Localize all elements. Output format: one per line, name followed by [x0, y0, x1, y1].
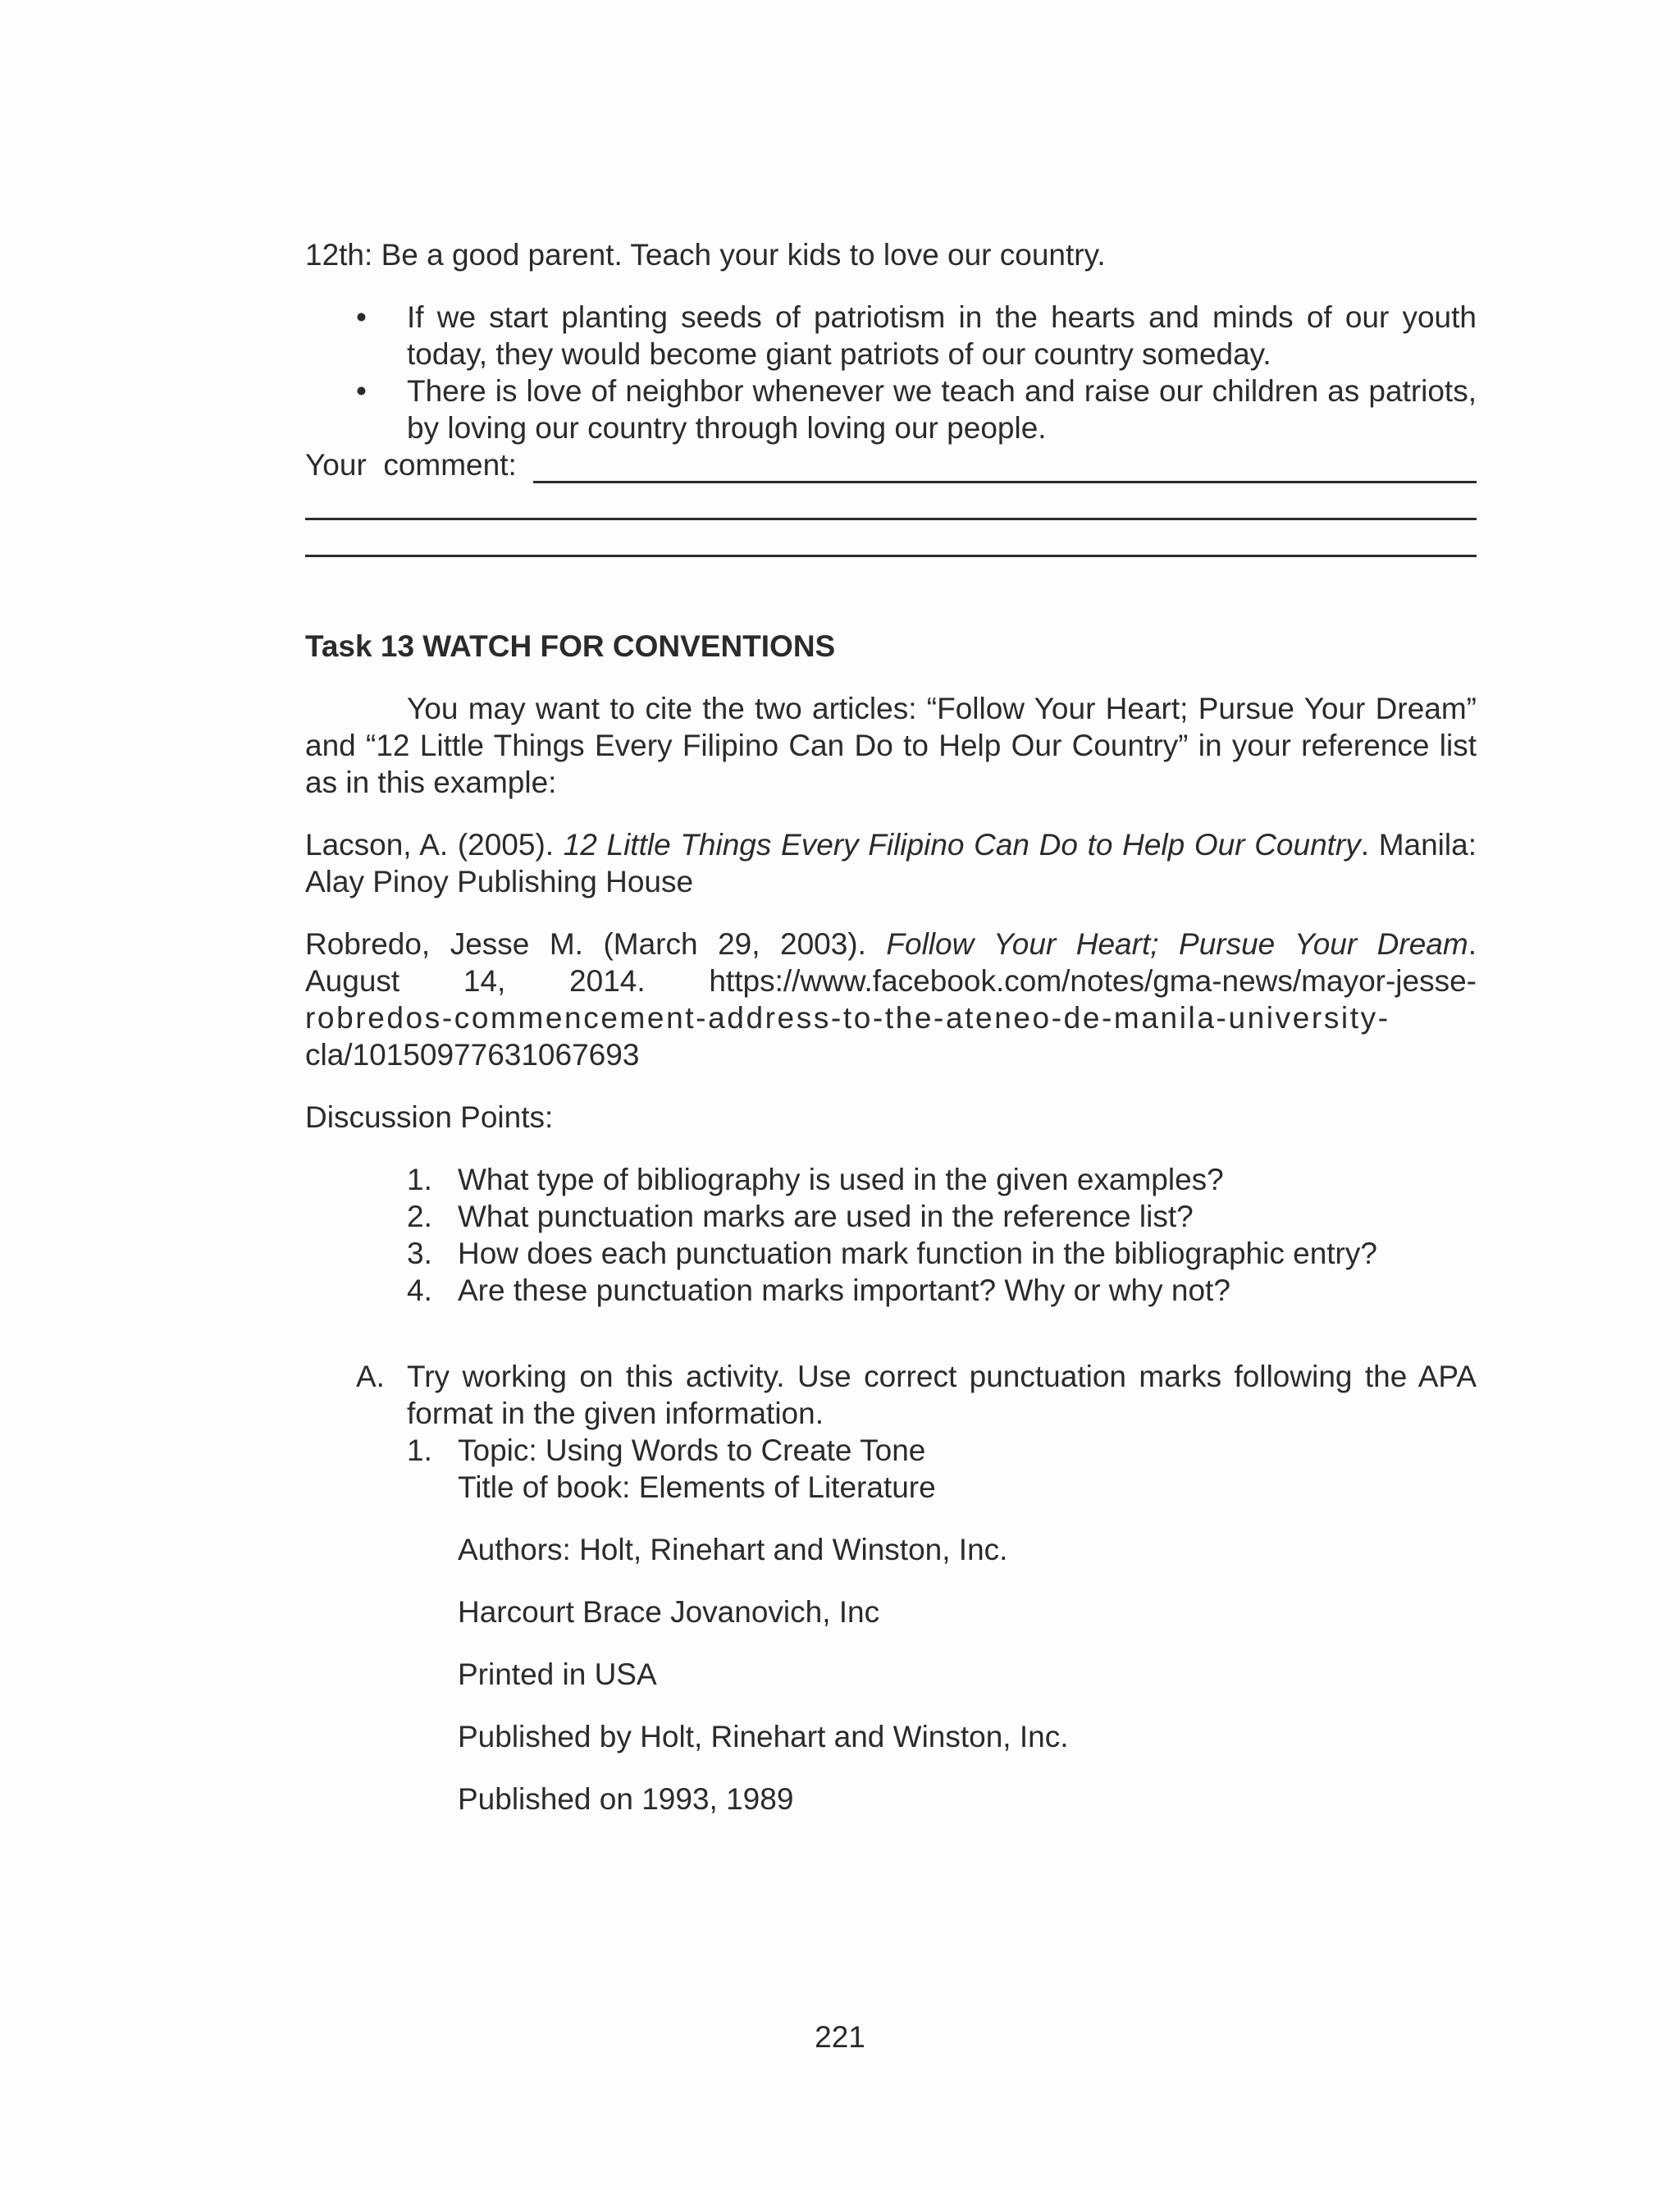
task-title: Task 13 WATCH FOR CONVENTIONS — [305, 629, 836, 663]
activity-instruction: Try working on this activity. Use correct punctuation marks following the APA format in the given information. — [407, 1360, 1477, 1430]
bullet-icon: • — [356, 374, 367, 408]
intro-heading: 12th: Be a good parent. Teach your kids to love our country. — [305, 238, 1106, 272]
reference-entry — [305, 926, 1477, 1073]
activity-detail: Published by Holt, Rinehart and Winston, Inc. — [458, 1720, 1069, 1753]
reference-line — [305, 926, 1477, 962]
reference-url-line: robredos-commencement-address-to-the-ateneo-de-manila-university- — [305, 1001, 1390, 1035]
item-number: 4. — [407, 1273, 432, 1307]
page-number: 221 — [815, 2020, 865, 2054]
activity-detail: Printed in USA — [458, 1657, 657, 1691]
comment-field[interactable] — [305, 446, 1477, 483]
activity-section — [305, 1358, 1477, 1817]
bullet-text: If we start planting seeds of patriotism in the hearts and minds of our youth today, they would become giant patriots of our country someday. — [407, 300, 1477, 371]
activity-detail: Authors: Holt, Rinehart and Winston, Inc. — [458, 1533, 1008, 1566]
reference-title: 12 Little Things Every Filipino Can Do to Help Our Country — [563, 828, 1361, 862]
reference-author: Robredo, Jesse M. (March 29, 2003). — [305, 927, 887, 961]
reference-url-line: cla/10150977631067693 — [305, 1038, 640, 1072]
activity-letter: A. — [356, 1360, 385, 1393]
bullet-text: There is love of neighbor whenever we teach and raise our children as patriots, by loving our country through loving our people. — [407, 374, 1477, 445]
reference-url-line: August 14, 2014. https://www.facebook.com/notes/gma-news/mayor-jesse- — [305, 964, 1477, 998]
item-text: How does each punctuation mark function in the bibliographic entry? — [458, 1237, 1377, 1270]
item-text: What punctuation marks are used in the reference list? — [458, 1200, 1194, 1233]
list-item — [305, 1198, 1477, 1235]
item-text: What type of bibliography is used in the given examples? — [458, 1163, 1224, 1196]
list-item — [305, 1161, 1477, 1198]
reference-author: Lacson, A. (2005). — [305, 828, 564, 862]
list-item — [305, 1272, 1477, 1309]
reference-punctuation: . — [1468, 927, 1477, 961]
task-paragraph: You may want to cite the two articles: “Follow Your Heart; Pursue Your Dream” and “12 Little Things Every Filipino Can Do to Help Our Country” in your reference list as in this example: — [305, 692, 1477, 799]
reference-title: Follow Your Heart; Pursue Your Dream — [886, 927, 1468, 961]
item-number: 1. — [407, 1433, 432, 1467]
discussion-label: Discussion Points: — [305, 1100, 554, 1134]
comment-label: Your comment: — [305, 448, 517, 482]
list-item — [305, 373, 1477, 446]
list-item — [305, 299, 1477, 373]
activity-book-title: Title of book: Elements of Literature — [458, 1470, 936, 1504]
activity-detail: Harcourt Brace Jovanovich, Inc — [458, 1595, 880, 1629]
discussion-list — [305, 1161, 1477, 1309]
item-number: 3. — [407, 1237, 432, 1270]
intro-bullet-list — [305, 299, 1477, 446]
list-item — [305, 1235, 1477, 1272]
activity-item — [407, 1432, 1477, 1817]
activity-topic: Topic: Using Words to Create Tone — [458, 1433, 926, 1467]
bullet-icon: • — [356, 300, 367, 334]
item-number: 2. — [407, 1200, 432, 1233]
item-text: Are these punctuation marks important? Why or why not? — [458, 1273, 1230, 1307]
reference-publisher: . Manila: Alay Pinoy Publishing House — [305, 828, 1477, 898]
reference-entry — [305, 826, 1477, 900]
page-content — [305, 236, 1477, 1817]
comment-answer-line[interactable] — [305, 520, 1477, 557]
item-number: 1. — [407, 1163, 432, 1196]
comment-answer-line[interactable] — [305, 483, 1477, 520]
activity-detail: Published on 1993, 1989 — [458, 1782, 794, 1816]
comment-answer-line[interactable] — [533, 451, 1477, 483]
